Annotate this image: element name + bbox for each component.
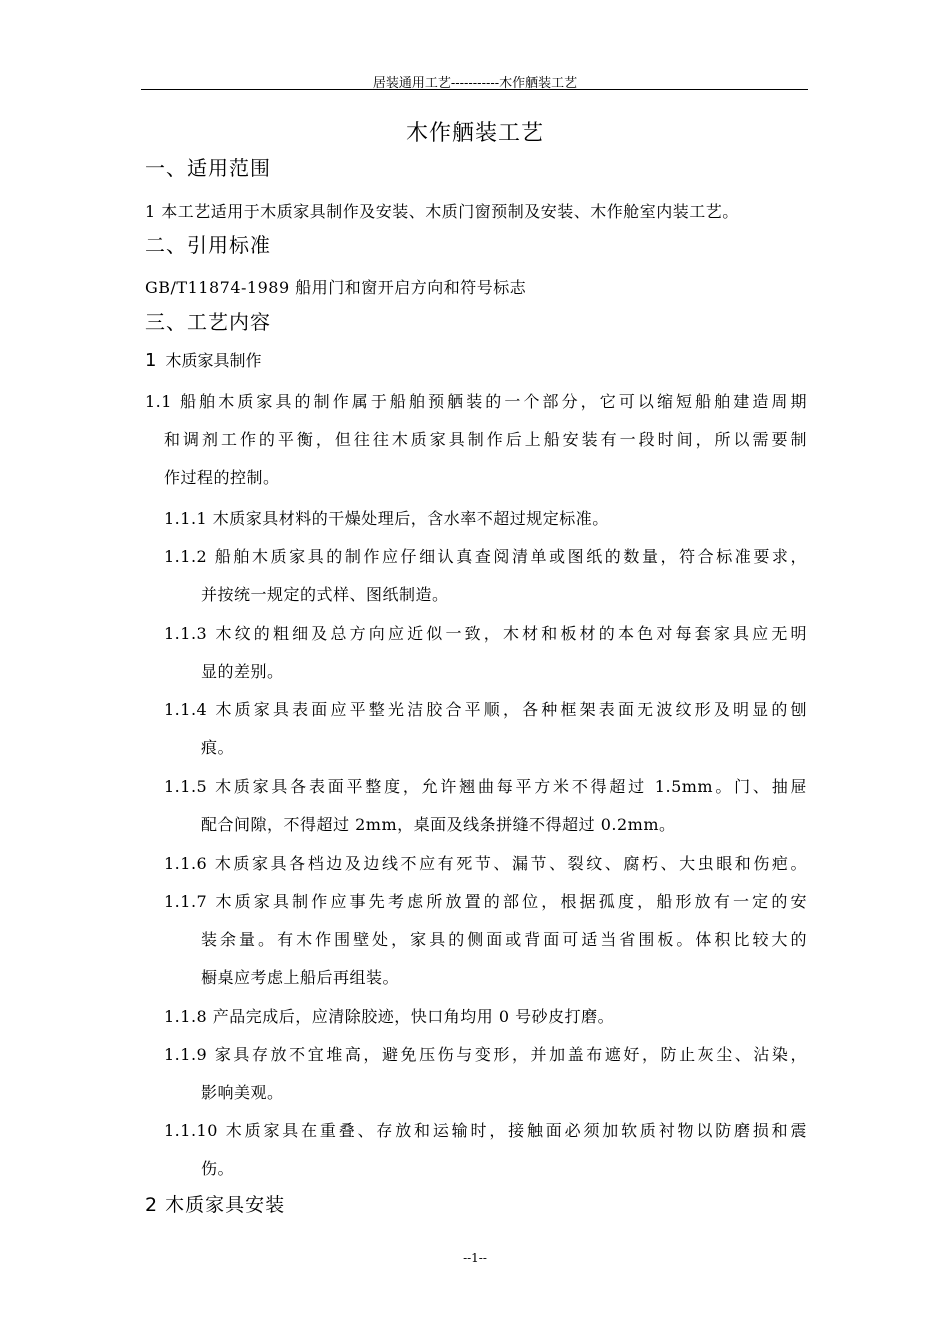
page-header: 居装通用工艺-----------木作舾装工艺 bbox=[372, 76, 578, 91]
section-heading-process: 三、工艺内容 bbox=[145, 310, 271, 334]
paragraph-1-1-line2: 和调剂工作的平衡，但往往木质家具制作后上船安装有一段时间，所以需要制 bbox=[164, 430, 807, 449]
document-title: 木作舾装工艺 bbox=[405, 121, 544, 146]
section-heading-scope: 一、适用范围 bbox=[145, 156, 271, 180]
paragraph-1-1-6: 1.1.6 木质家具各档边及边线不应有死节、漏节、裂纹、腐朽、大虫眼和伤疤。 bbox=[164, 854, 807, 873]
header-rule bbox=[141, 89, 808, 90]
subsection-number: 1 bbox=[145, 350, 157, 371]
paragraph-1-1-line3: 作过程的控制。 bbox=[164, 468, 280, 487]
paragraph-1-1-9-line2: 影响美观。 bbox=[201, 1083, 284, 1102]
paragraph-1-1-5-line1: 1.1.5 木质家具各表面平整度，允许翘曲每平方米不得超过 1.5mm。门、抽屉 bbox=[164, 777, 807, 796]
paragraph-1-1-line1: 1.1 船舶木质家具的制作属于船舶预舾装的一个部分，它可以缩短船舶建造周期 bbox=[145, 392, 807, 411]
paragraph-1-1-1: 1.1.1 木质家具材料的干燥处理后，含水率不超过规定标准。 bbox=[164, 509, 609, 528]
paragraph-1-1-7-line2: 装余量。有木作围壁处，家具的侧面或背面可适当省围板。体积比较大的 bbox=[201, 930, 807, 949]
paragraph-1-1-7-line3: 橱桌应考虑上船后再组装。 bbox=[201, 968, 400, 987]
paragraph-1-1-7-line1: 1.1.7 木质家具制作应事先考虑所放置的部位，根据孤度，船形放有一定的安 bbox=[164, 892, 807, 911]
paragraph-1-1-5-line2: 配合间隙，不得超过 2mm，桌面及线条拼缝不得超过 0.2mm。 bbox=[201, 815, 676, 834]
section-heading-standards: 二、引用标准 bbox=[145, 233, 271, 257]
paragraph-1-1-9-line1: 1.1.9 家具存放不宜堆高，避免压伤与变形，并加盖布遮好，防止灰尘、沾染， bbox=[164, 1045, 807, 1064]
paragraph-1-1-2-line1: 1.1.2 船舶木质家具的制作应仔细认真查阅清单或图纸的数量，符合标准要求， bbox=[164, 547, 807, 566]
subsection-title: 木质家具制作 bbox=[165, 351, 262, 370]
paragraph-1-1-3-line2: 显的差别。 bbox=[201, 662, 284, 681]
paragraph-1-1-4-line2: 痕。 bbox=[201, 738, 235, 757]
subsection-heading-furniture-installation: 2 木质家具安装 bbox=[145, 1194, 286, 1216]
subsection-heading-furniture-making bbox=[145, 348, 262, 371]
paragraph-1-1-10-line1: 1.1.10 木质家具在重叠、存放和运输时，接触面必须加软质衬物以防磨损和震 bbox=[164, 1121, 807, 1140]
paragraph-1-1-4-line1: 1.1.4 木质家具表面应平整光洁胶合平顺，各种框架表面无波纹形及明显的刨 bbox=[164, 700, 807, 719]
page-number: --1-- bbox=[463, 1251, 487, 1265]
standards-text: GB/T11874-1989 船用门和窗开启方向和符号标志 bbox=[145, 278, 527, 297]
paragraph-1-1-10-line2: 伤。 bbox=[201, 1159, 235, 1178]
paragraph-1-1-8: 1.1.8 产品完成后，应清除胶迹，快口角均用 0 号砂皮打磨。 bbox=[164, 1007, 615, 1026]
scope-text: 1 本工艺适用于木质家具制作及安装、木质门窗预制及安装、木作舱室内装工艺。 bbox=[145, 202, 739, 221]
paragraph-1-1-2-line2: 并按统一规定的式样、图纸制造。 bbox=[201, 585, 449, 604]
paragraph-1-1-3-line1: 1.1.3 木纹的粗细及总方向应近似一致，木材和板材的本色对每套家具应无明 bbox=[164, 624, 807, 643]
